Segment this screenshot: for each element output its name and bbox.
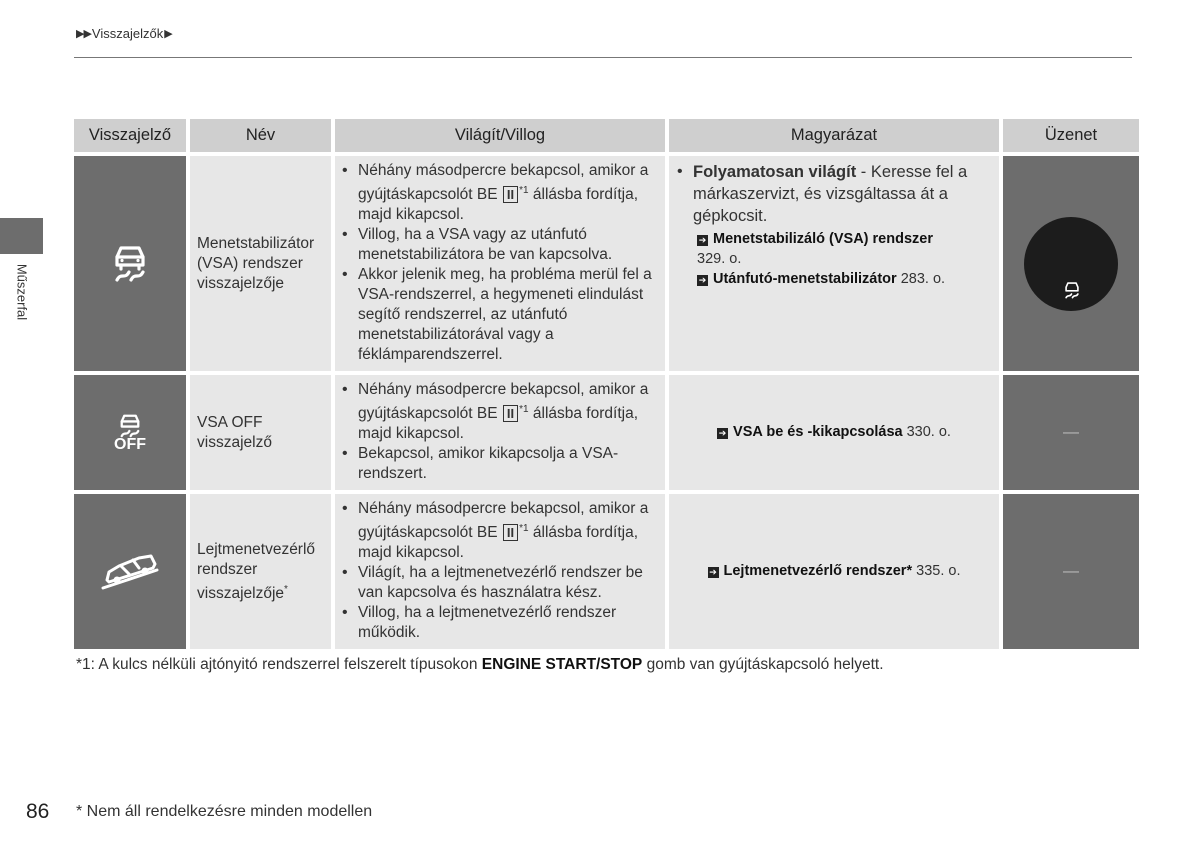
- breadcrumb-arrow-icon: ▶: [164, 28, 172, 40]
- header-message: Üzenet: [1003, 119, 1139, 152]
- indicator-icon-cell: [74, 156, 186, 371]
- list-item: • Akkor jelenik meg, ha probléma merül fel a VSA-rendszerrel, a hegymeneti elindulást segítő rendszerrel, az utánfutó menetstabilizátorával vagy a féklámparendszerrel.: [340, 265, 659, 365]
- explanation: [669, 156, 999, 371]
- light-description: [335, 156, 665, 371]
- table-header-row: [74, 119, 1139, 152]
- cross-reference[interactable]: ➔ Menetstabilizáló (VSA) rendszer 329. o.: [697, 231, 933, 267]
- page-number: 86: [26, 800, 50, 823]
- vsa-off-text: OFF: [114, 436, 146, 454]
- vsa-off-icon: [114, 410, 146, 453]
- availability-note: * Nem áll rendelkezésre minden modellen: [76, 803, 373, 820]
- cross-reference[interactable]: ➔ Lejtmenetvezérlő rendszer* 335. o.: [709, 563, 961, 580]
- list-item: • Néhány másodpercre bekapcsol, amikor a gyújtáskapcsolót BE II $^{*1}$ állásba fordítja, majd kikapcsol.: [340, 380, 659, 444]
- list-item: • Néhány másodpercre bekapcsol, amikor a gyújtáskapcsolót BE II $^{*1}$ állásba fordítja, majd kikapcsol.: [340, 499, 659, 563]
- header-indicator: Visszajelző: [74, 119, 186, 152]
- reference-arrow-icon: ➔: [718, 428, 727, 439]
- ignition-position-icon: II: [503, 405, 518, 422]
- chapter-tab: [0, 218, 43, 254]
- message-cell: [1003, 156, 1139, 371]
- breadcrumb-arrows-icon: ▶▶: [76, 28, 91, 40]
- reference-arrow-icon: ➔: [709, 567, 717, 578]
- hill-descent-icon: [99, 579, 161, 596]
- table-row: [74, 156, 1139, 371]
- header-divider: [74, 57, 1132, 58]
- table-row: [74, 375, 1139, 490]
- list-item: • Néhány másodpercre bekapcsol, amikor a gyújtáskapcsolót BE II $^{*1}$ állásba fordítja, majd kikapcsol.: [340, 161, 659, 225]
- header-explanation: Magyarázat: [669, 119, 999, 152]
- list-item: • Világít, ha a lejtmenetvezérlő rendszer be van kapcsolva és használatra kész.: [340, 563, 659, 603]
- explanation: [669, 375, 999, 490]
- breadcrumb: [76, 26, 172, 41]
- list-item: • Villog, ha a VSA vagy az utánfutó menetstabilizátora be van kapcsolva.: [340, 225, 659, 265]
- indicator-icon-cell: [74, 375, 186, 490]
- chapter-label: Műszerfal: [14, 263, 30, 321]
- indicator-name: Lejtmenetvezérlő rendszer visszajelzője*: [190, 494, 331, 649]
- indicator-name: Menetstabilizátor (VSA) rendszer visszajelzője: [190, 156, 331, 371]
- explanation: [669, 494, 999, 649]
- reference-arrow-icon: ➔: [698, 235, 707, 245]
- ignition-position-icon: II: [503, 186, 518, 203]
- message-cell: [1003, 494, 1139, 649]
- list-item: • Bekapcsol, amikor kikapcsolja a VSA-rendszert.: [340, 444, 659, 484]
- footnote: *1: A kulcs nélküli ajtónyitó rendszerrel felszerelt típusokon ENGINE START/STOP gomb van gyújtáskapcsoló helyett.: [76, 656, 884, 673]
- reference-arrow-icon: ➔: [698, 275, 707, 285]
- cross-reference[interactable]: ➔ VSA be és -kikapcsolása 330. o.: [718, 424, 951, 441]
- message-dash: —: [1063, 423, 1079, 441]
- message-cell: [1003, 375, 1139, 490]
- indicator-icon-cell: [74, 494, 186, 649]
- list-item: • Folyamatosan világít - Keresse fel a márkaszervizt, és vizsgáltassa át a gépkocsit.: [675, 161, 993, 227]
- breadcrumb-label: Visszajelzők: [91, 26, 164, 41]
- header-lights: Világít/Villog: [335, 119, 665, 152]
- vsa-skid-icon: [108, 270, 152, 287]
- vsa-gauge-icon: [1024, 217, 1118, 311]
- indicator-name: VSA OFF visszajelző: [190, 375, 331, 490]
- list-item: • Villog, ha a lejtmenetvezérlő rendszer működik.: [340, 603, 659, 643]
- light-description: [335, 494, 665, 649]
- cross-reference[interactable]: ➔ Utánfutó-menetstabilizátor 283. o.: [698, 271, 946, 287]
- indicator-table: [70, 115, 1143, 653]
- message-dash: —: [1063, 562, 1079, 580]
- table-row: [74, 494, 1139, 649]
- light-description: [335, 375, 665, 490]
- ignition-position-icon: II: [503, 524, 518, 541]
- header-name: Név: [190, 119, 331, 152]
